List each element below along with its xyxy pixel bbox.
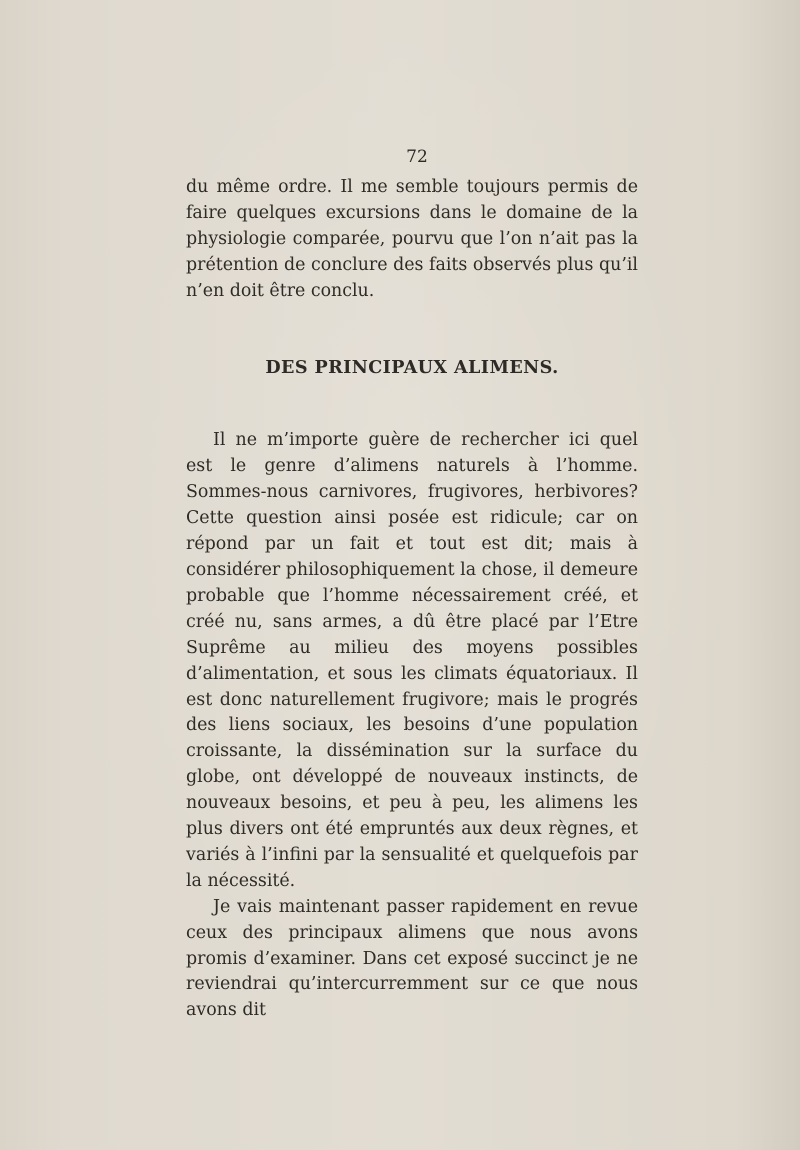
body-paragraph: Je vais maintenant passer rapidement en revue ceux des principaux alimens que nous avons promis d’examiner. Dans cet exposé succinct je ne reviendrai qu’intercurremment sur ce que nous avons dit xyxy=(186,896,638,1021)
opening-paragraph: du même ordre. Il me semble toujours permis de faire quelques excursions dans le domaine de la physiologie comparée, pourvu que l’on n’ait pas la prétention de conclure des faits observés plus qu’il n’en doit être conclu. xyxy=(186,177,638,301)
section-heading: DES PRINCIPAUX ALIMENS. xyxy=(265,356,559,378)
text-block xyxy=(186,143,638,1024)
body-paragraph: Il ne m’importe guère de rechercher ici quel est le genre d’alimens naturels à l’homme. Sommes-nous carnivores, frugivores, herbivores? Cette question ainsi posée est ridicule; car on répond par un fait et tout est dit; mais à considérer philosophiquement la chose, il demeure probable que l’homme nécessairement créé, et créé nu, sans armes, a dû être placé par l’Etre Suprême au milieu des moyens possibles d’alimentation, et sous les climats équatoriaux. Il est donc naturellement frugivore; mais le progrés des liens sociaux, les besoins d’une population croissante, la dissémination sur la surface du globe, ont développé de nouveaux instincts, de nouveaux besoins, et peu à peu, les alimens les plus divers ont été empruntés aux deux règnes, et variés à l’infini par la sensualité et quelquefois par la nécessité. xyxy=(186,430,638,891)
page-number: 72 xyxy=(406,147,428,167)
